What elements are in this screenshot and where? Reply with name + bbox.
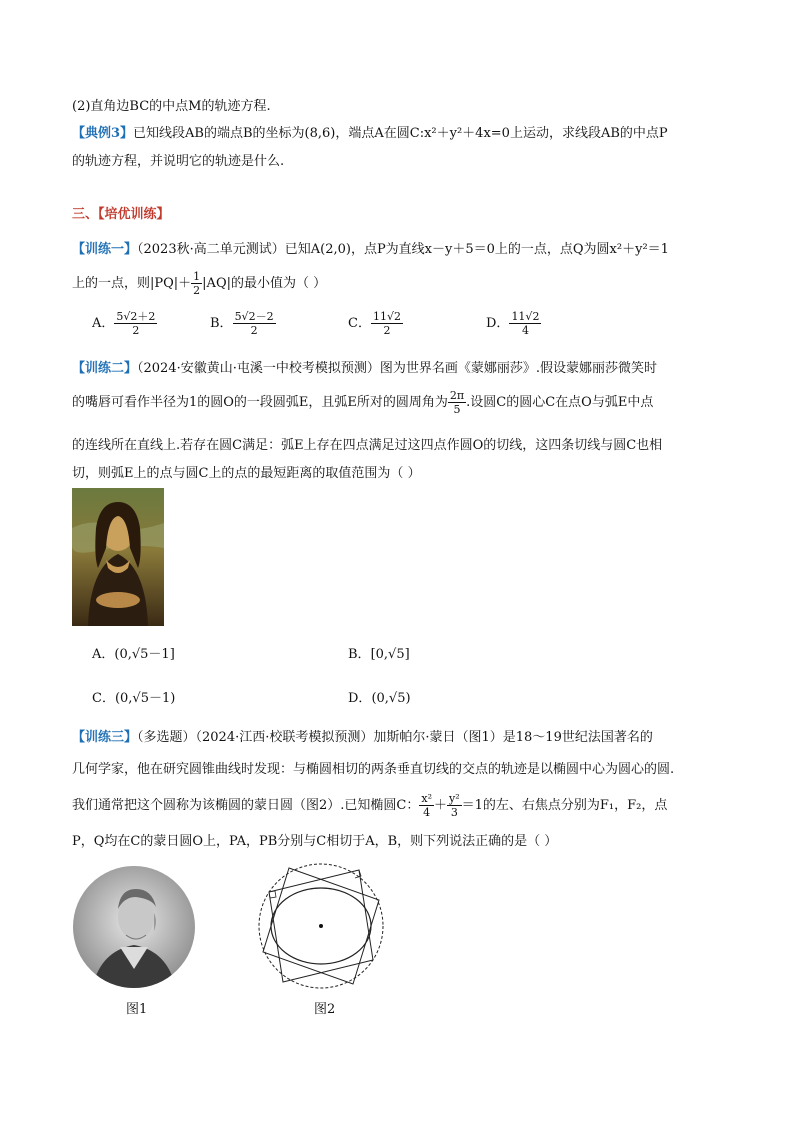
t2-option-c-value: (0,√5－1)	[114, 691, 176, 706]
section-title	[72, 203, 170, 222]
angle-den: 5	[453, 403, 461, 416]
option-b-num: 5√2－2	[234, 310, 274, 323]
t2-option-b-value: [0,√5]	[370, 647, 410, 662]
training-3-text: （多选题）（2024·江西·校联考模拟预测）加斯帕尔·蒙日（图1）是18～19世纪法国著名的	[137, 730, 653, 745]
t2-option-c[interactable]	[92, 687, 175, 706]
angle-fraction	[448, 389, 466, 416]
t2-option-c-label: C．	[92, 691, 115, 706]
example-3-text: 已知线段AB的端点B的坐标为(8,6)，端点A在圆C:x²＋y²＋4x=0上运动，求线段AB的中点P	[133, 126, 668, 141]
figure-2-caption: 图2	[314, 1002, 336, 1017]
example-3-tag: 【典例3】	[72, 126, 134, 141]
option-d-num: 11√2	[511, 310, 540, 323]
option-a-label: A．	[92, 316, 115, 331]
ellipse-x-den: 4	[423, 806, 431, 819]
ellipse-x-num: x²	[421, 792, 432, 805]
figure-1-caption: 图1	[126, 1002, 148, 1017]
training-1-text2-pre: 上的一点，则|PQ|＋	[72, 276, 192, 291]
angle-num: 2π	[449, 389, 465, 402]
training-1-line	[72, 238, 669, 257]
option-b-label: B．	[210, 316, 233, 331]
training-2-line	[72, 357, 657, 376]
training-2-text2-post: .设圆C的圆心C在点O与弧E中点	[466, 395, 654, 410]
training-1-tag: 【训练一】	[72, 242, 138, 257]
mona-lisa-image	[72, 488, 164, 626]
option-c-label: C．	[348, 316, 371, 331]
half-den: 2	[193, 284, 201, 297]
option-c-num: 11√2	[372, 310, 401, 323]
option-b-den: 2	[250, 324, 258, 337]
t2-option-b[interactable]	[348, 643, 410, 662]
training-2-line4: 切，则弧E上的点与圆C上的点的最短距离的取值范围为（ ）	[72, 466, 421, 481]
ellipse-y-den: 3	[450, 806, 458, 819]
half-num: 1	[193, 270, 201, 283]
training-2-line3: 的连线所在直线上.若存在圆C满足：弧E上存在四点满足过这四点作圆O的切线，这四条切线与圆C也相	[72, 438, 663, 453]
training-3-line3: 我们通常把这个圆称为该椭圆的蒙日圆（图2）.已知椭圆C： $\frac{\text{x²}}{4}$ ＋ $\frac{\text{y²}}{3}$ ＝1的左、右焦点分别为F₁，F₂，点	[72, 792, 668, 819]
training-3-tag: 【训练三】	[72, 730, 138, 745]
option-d-label: D．	[486, 316, 510, 331]
example-3-line	[72, 122, 668, 141]
training-3-line2: 几何学家，他在研究圆锥曲线时发现：与椭圆相切的两条垂直切线的交点的轨迹是以椭圆中心为圆心的圆.	[72, 762, 675, 777]
t2-option-a[interactable]	[92, 643, 175, 662]
monge-portrait-image	[72, 865, 196, 989]
option-c[interactable]	[348, 310, 403, 337]
option-a-num: 5√2＋2	[116, 310, 156, 323]
t2-option-a-label: A．	[92, 647, 115, 662]
training-1-text2-post: |AQ|的最小值为（ ）	[202, 276, 327, 291]
training-1-text: （2023秋·高二单元测试）已知A(2,0)，点P为直线x－y＋5＝0上的一点，点Q为圆x²＋y²＝1	[137, 242, 669, 257]
subquestion-2: (2)直角边BC的中点M的轨迹方程.	[72, 99, 271, 114]
t2-option-b-label: B．	[348, 647, 371, 662]
training-2-tag: 【训练二】	[72, 361, 138, 376]
training-2-text: （2024·安徽黄山·屯溪一中校考模拟预测）图为世界名画《蒙娜丽莎》.假设蒙娜丽莎微笑时	[137, 361, 657, 376]
training-3-line	[72, 726, 653, 745]
option-d[interactable]	[486, 310, 541, 337]
option-a[interactable]	[92, 310, 157, 337]
option-a-den: 2	[132, 324, 140, 337]
t2-option-a-value: (0,√5－1]	[114, 647, 175, 662]
section-title-text: 【培优训练】	[98, 207, 170, 222]
section-prefix: 三、	[72, 207, 99, 222]
training-3-text3-pre: 我们通常把这个圆称为该椭圆的蒙日圆（图2）.已知椭圆C：	[72, 798, 420, 813]
ellipse-y-fraction	[447, 792, 462, 819]
t2-option-d-label: D．	[348, 691, 372, 706]
training-3-text3-post: ＝1的左、右焦点分别为F₁，F₂，点	[461, 798, 668, 813]
training-2-line2	[72, 389, 653, 416]
t2-option-d-value: (0,√5)	[371, 691, 411, 706]
option-d-den: 4	[521, 324, 529, 337]
training-2-text2-pre: 的嘴唇可看作半径为1的圆O的一段圆弧E，且弧E所对的圆周角为	[72, 395, 448, 410]
half-fraction	[191, 270, 202, 297]
training-3-line4: P，Q均在C的蒙日圆O上，PA，PB分别与C相切于A，B，则下列说法正确的是（ ）	[72, 834, 558, 849]
example-3-line2: 的轨迹方程，并说明它的轨迹是什么.	[72, 154, 285, 169]
monge-circle-diagram	[255, 860, 391, 992]
ellipse-x-fraction	[419, 792, 434, 819]
t2-option-d[interactable]	[348, 687, 411, 706]
option-c-den: 2	[383, 324, 391, 337]
option-b[interactable]	[210, 310, 276, 337]
ellipse-y-num: y²	[449, 792, 460, 805]
training-1-line2	[72, 270, 326, 297]
